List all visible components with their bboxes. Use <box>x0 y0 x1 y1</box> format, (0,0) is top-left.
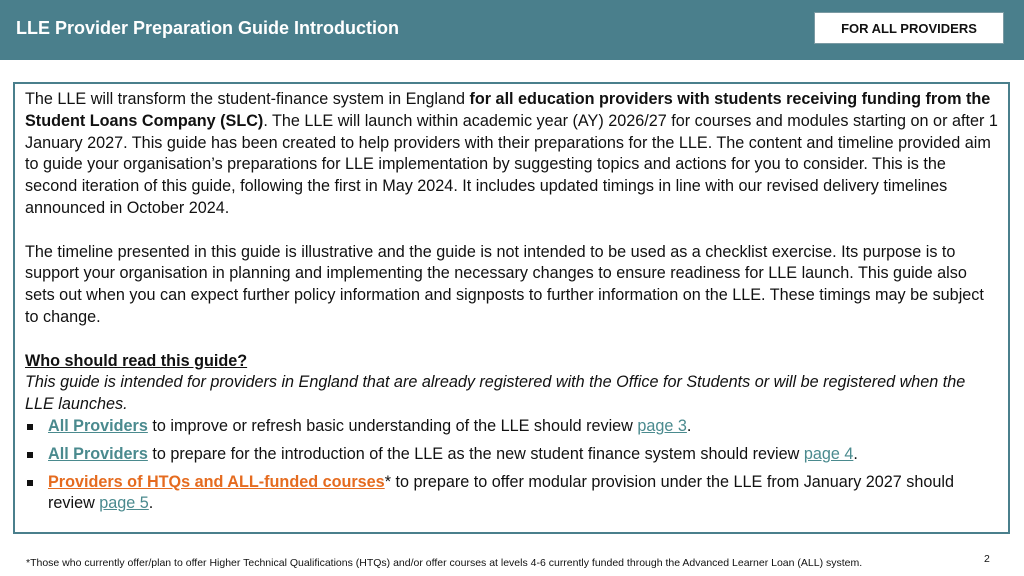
bullet-square-icon <box>27 480 33 486</box>
page-3-link[interactable]: page 3 <box>637 416 687 435</box>
page-title: LLE Provider Preparation Guide Introduction <box>16 18 400 38</box>
intro-paragraph-1 <box>25 89 998 220</box>
content-box <box>13 82 1010 534</box>
page-4-link[interactable]: page 4 <box>803 444 854 463</box>
bullet-end: . <box>686 416 692 435</box>
intro-p1-bold: for all education providers with students receiving funding from the Student Loans Company (SLC) <box>25 90 991 130</box>
who-should-read-heading: Who should read this guide? <box>25 351 248 370</box>
intro-p1-rest: . The LLE will launch within academic year (AY) 2026/27 for courses and modules starting on or after 1 January 2027. This guide has been created to help providers with their preparations for the LLE. The content and timeline provided aim to guide your organisation’s preparations for LLE implementation by suggesting topics and actions for you to consider. This is the second iteration of this guide, following the first in May 2024. It includes updated timings in line with our revised delivery timelines announced in October 2024. <box>25 111 998 217</box>
bullet-text: to improve or refresh basic understanding of the LLE should review <box>147 416 638 435</box>
audience-list <box>25 416 998 515</box>
list-item <box>25 416 998 438</box>
audience-link-all-providers[interactable]: All Providers <box>48 444 148 463</box>
bullet-end: . <box>853 444 858 463</box>
intro-p1-start: The LLE will transform the student-finance system in England <box>25 90 470 108</box>
audience-link-all-providers[interactable]: All Providers <box>48 416 148 435</box>
bullet-text: * to prepare to offer modular provision under the LLE from January 2027 should review <box>48 472 954 513</box>
page-number: 2 <box>984 553 990 565</box>
intro-paragraph-2: The timeline presented in this guide is illustrative and the guide is not intended to be used as a checklist exercise. Its purpose is to support your organisation in planning and implementing the necessary changes to ensure readiness for LLE launch. This guide also sets out when you can expect further policy information and signposts to further information on the LLE. These timings may be subject to change. <box>25 242 984 326</box>
bullet-square-icon <box>27 452 33 458</box>
audience-link-htq-providers[interactable]: Providers of HTQs and ALL-funded courses <box>48 472 385 491</box>
bullet-square-icon <box>27 424 33 430</box>
audience-badge: FOR ALL PROVIDERS <box>814 12 1004 44</box>
spacer <box>25 220 998 242</box>
header-bar <box>0 0 1024 60</box>
bullet-end: . <box>148 494 154 513</box>
page-5-link[interactable]: page 5 <box>99 494 149 513</box>
footnote: *Those who currently offer/plan to offer Higher Technical Qualifications (HTQs) and/or offer courses at levels 4-6 currently funded through the Advanced Learner Loan (ALL) system. <box>26 557 863 569</box>
list-item <box>25 472 998 516</box>
list-item <box>25 444 998 466</box>
bullet-text: to prepare for the introduction of the LLE as the new student finance system should review <box>147 444 804 463</box>
intended-audience-text: This guide is intended for providers in England that are already registered with the Office for Students or will be registered when the LLE launches. <box>25 373 966 414</box>
spacer <box>25 329 998 351</box>
